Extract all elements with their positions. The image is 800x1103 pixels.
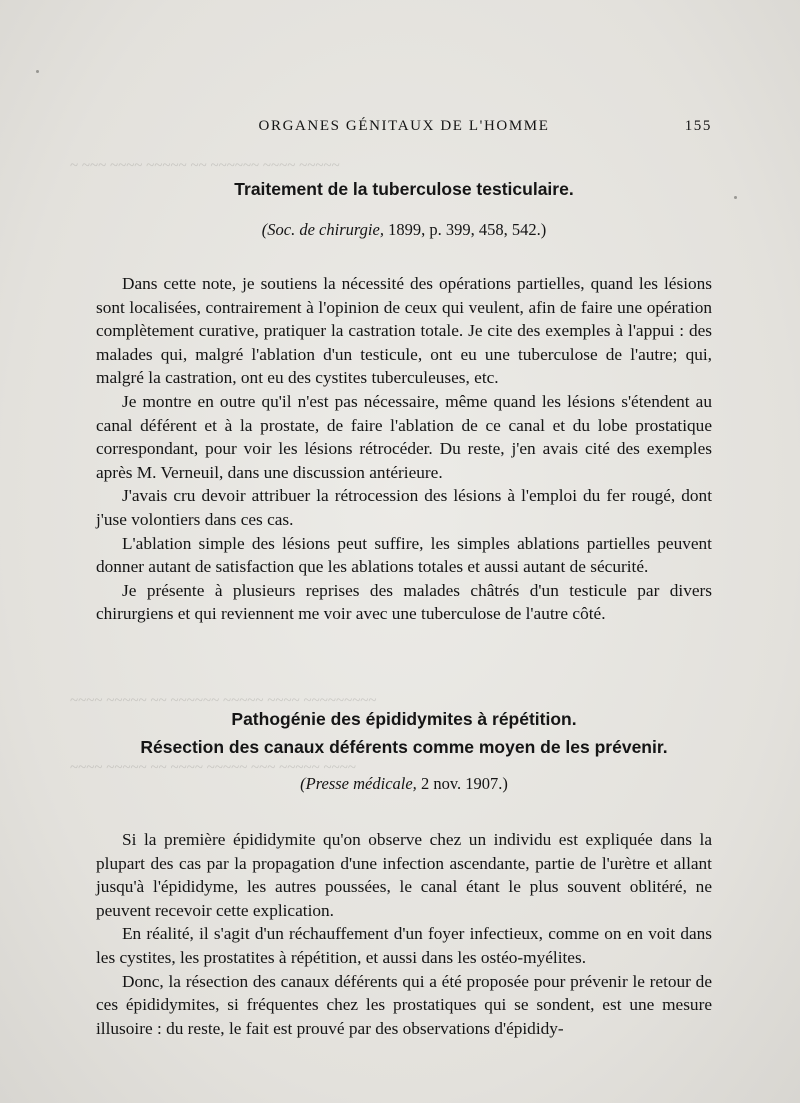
section-tuberculose	[96, 176, 712, 242]
section-tuberculose-body	[96, 272, 712, 626]
paragraph: Dans cette note, je soutiens la nécessité des opérations partielles, quand les lésions sont localisées, contrairement à l'opinion de ceux qui veulent, afin de faire une opération complètement curative, pratiquer la castration totale. Je cite des exemples à l'appui : des malades qui, malgré l'ablation d'un testicule, ont eu une tuberculose de l'autre; qui, malgré la castration, ont eu des cystites tuberculeuses, etc.	[96, 274, 712, 388]
show-through-text: ~~~~ ~~~~~ ~~ ~~~~~~ ~~~~~ ~~~~ ~~~~~~~~~	[70, 693, 377, 709]
section-title: Pathogénie des épididymites à répétition.	[231, 709, 577, 729]
reference-source: (Soc. de chirurgie,	[261, 220, 384, 239]
paragraph: Je montre en outre qu'il n'est pas nécessaire, même quand les lésions s'étendent au canal déférent et à la prostate, de faire l'ablation de ce canal et du lobe prostatique correspondant, pour voir les lésions rétrocéder. Du reste, j'en avais cité des exemples après M. Verneuil, dans une discussion antérieure.	[96, 391, 712, 482]
reference-source: (Presse médicale,	[300, 774, 417, 793]
running-head	[96, 118, 712, 140]
show-through-text: ~ ~~~ ~~~~ ~~~~~ ~~ ~~~~~~ ~~~~ ~~~~~	[70, 158, 340, 174]
reference	[96, 218, 712, 242]
section-epididymites	[96, 706, 712, 796]
paragraph: Si la première épididymite qu'on observe chez un individu est expliquée dans la plupart des cas par la propagation d'une infection ascendante, partie de l'urètre et allant jusqu'à l'épididyme, les autres poussées, le canal étant le plus souvent oblitéré, ne peuvent recevoir cette explication.	[96, 830, 712, 920]
reference-details: 2 nov. 1907.)	[416, 774, 508, 793]
show-through-text: ~~~~ ~~~~~ ~~ ~~~~ ~~~~~ ~~~ ~~~~~ ~~~~	[70, 760, 356, 776]
paragraph: En réalité, il s'agit d'un réchauffement d'un foyer infectieux, comme on en voit dans les cystites, les prostatites à répétition, et aussi dans les ostéo-myélites.	[96, 924, 712, 967]
paragraph: J'avais cru devoir attribuer la rétrocession des lésions à l'emploi du fer rougé, dont j'use volontiers dans ces cas.	[96, 486, 712, 529]
section-title: Traitement de la tuberculose testiculaire.	[234, 179, 574, 199]
reference-details: 1899, p. 399, 458, 542.)	[383, 220, 547, 239]
page-number: 155	[684, 118, 712, 134]
paragraph: Donc, la résection des canaux déférents qui a été proposée pour prévenir le retour de ces épididymites, si fréquentes chez les prostatiques qui se sondent, est une mesure illusoire : du reste, le fait est prouvé par des observations d'épididy-	[96, 971, 712, 1038]
section-subtitle: Résection des canaux déférents comme moyen de les prévenir.	[140, 737, 668, 757]
running-title: ORGANES GÉNITAUX DE L'HOMME	[258, 118, 550, 134]
paragraph: Je présente à plusieurs reprises des malades châtrés d'un testicule par divers chirurgiens et qui reviennent me voir avec une tuberculose de l'autre côté.	[96, 580, 712, 624]
paragraph: L'ablation simple des lésions peut suffire, les simples ablations partielles peuvent donner autant de satisfaction que les ablations totales et aussi autant de sécurité.	[96, 533, 712, 577]
paper-speck	[36, 70, 39, 73]
paper-speck	[734, 196, 737, 199]
section-epididymites-body	[96, 828, 712, 1040]
reference	[96, 772, 712, 796]
